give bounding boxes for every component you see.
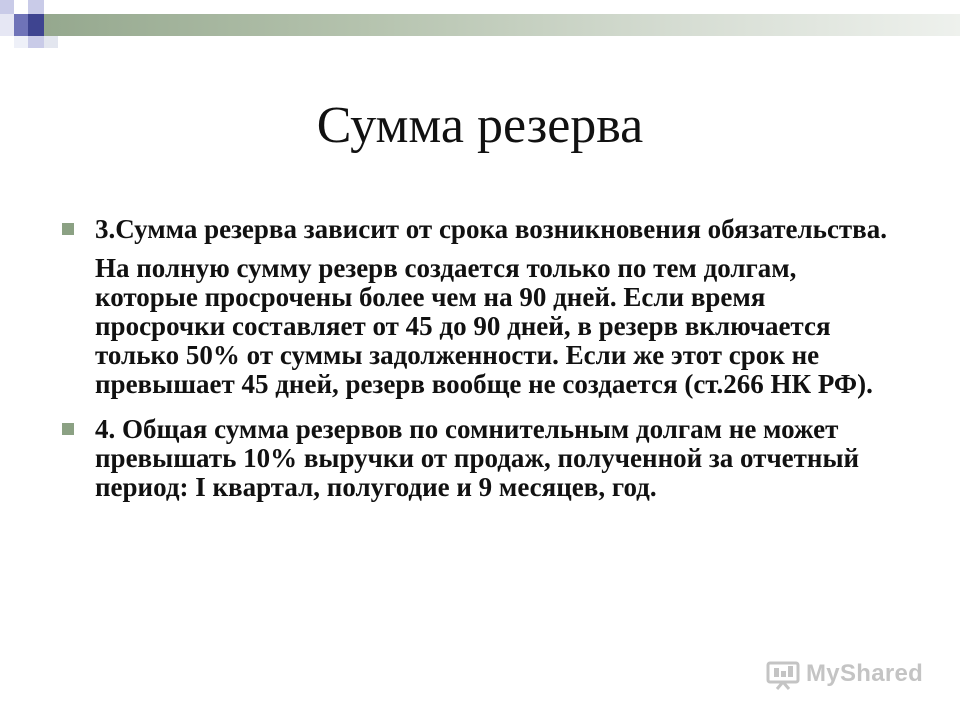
- bullet-item: [62, 215, 902, 399]
- decor-square: [28, 36, 44, 48]
- decor-square: [44, 36, 58, 48]
- slide-content: [62, 215, 902, 502]
- bullet-paragraph: 3.Сумма резерва зависит от срока возникновения обязательства.: [95, 214, 888, 244]
- decor-square: [28, 14, 44, 36]
- decor-square: [14, 36, 28, 48]
- watermark: [766, 656, 936, 696]
- top-decoration-band: [0, 0, 960, 48]
- decor-gradient-bar: [44, 14, 960, 36]
- decor-square: [28, 0, 44, 14]
- square-bullet-icon: [62, 423, 74, 435]
- slide-title: Сумма резерва: [316, 97, 644, 154]
- decor-square: [14, 14, 28, 36]
- presentation-board-icon: [766, 660, 800, 690]
- bullet-item: [62, 415, 902, 502]
- decor-square: [0, 14, 14, 36]
- bullet-paragraph: На полную сумму резерв создается только по тем долгам, которые просрочены более чем на 90 дней. Если время просрочки составляет от 45 до 90 дней, в резерв включается только 50% от суммы задолженности. Если же этот срок не превышает 45 дней, резерв вообще не создается (ст.266 НК РФ).: [95, 253, 873, 399]
- decor-square: [0, 0, 14, 14]
- square-bullet-icon: [62, 223, 74, 235]
- watermark-text: MyShared: [806, 660, 924, 687]
- bullet-paragraph: 4. Общая сумма резервов по сомнительным долгам не может превышать 10% выручки от продаж, полученной за отчетный период: I квартал, полугодие и 9 месяцев, год.: [95, 414, 860, 502]
